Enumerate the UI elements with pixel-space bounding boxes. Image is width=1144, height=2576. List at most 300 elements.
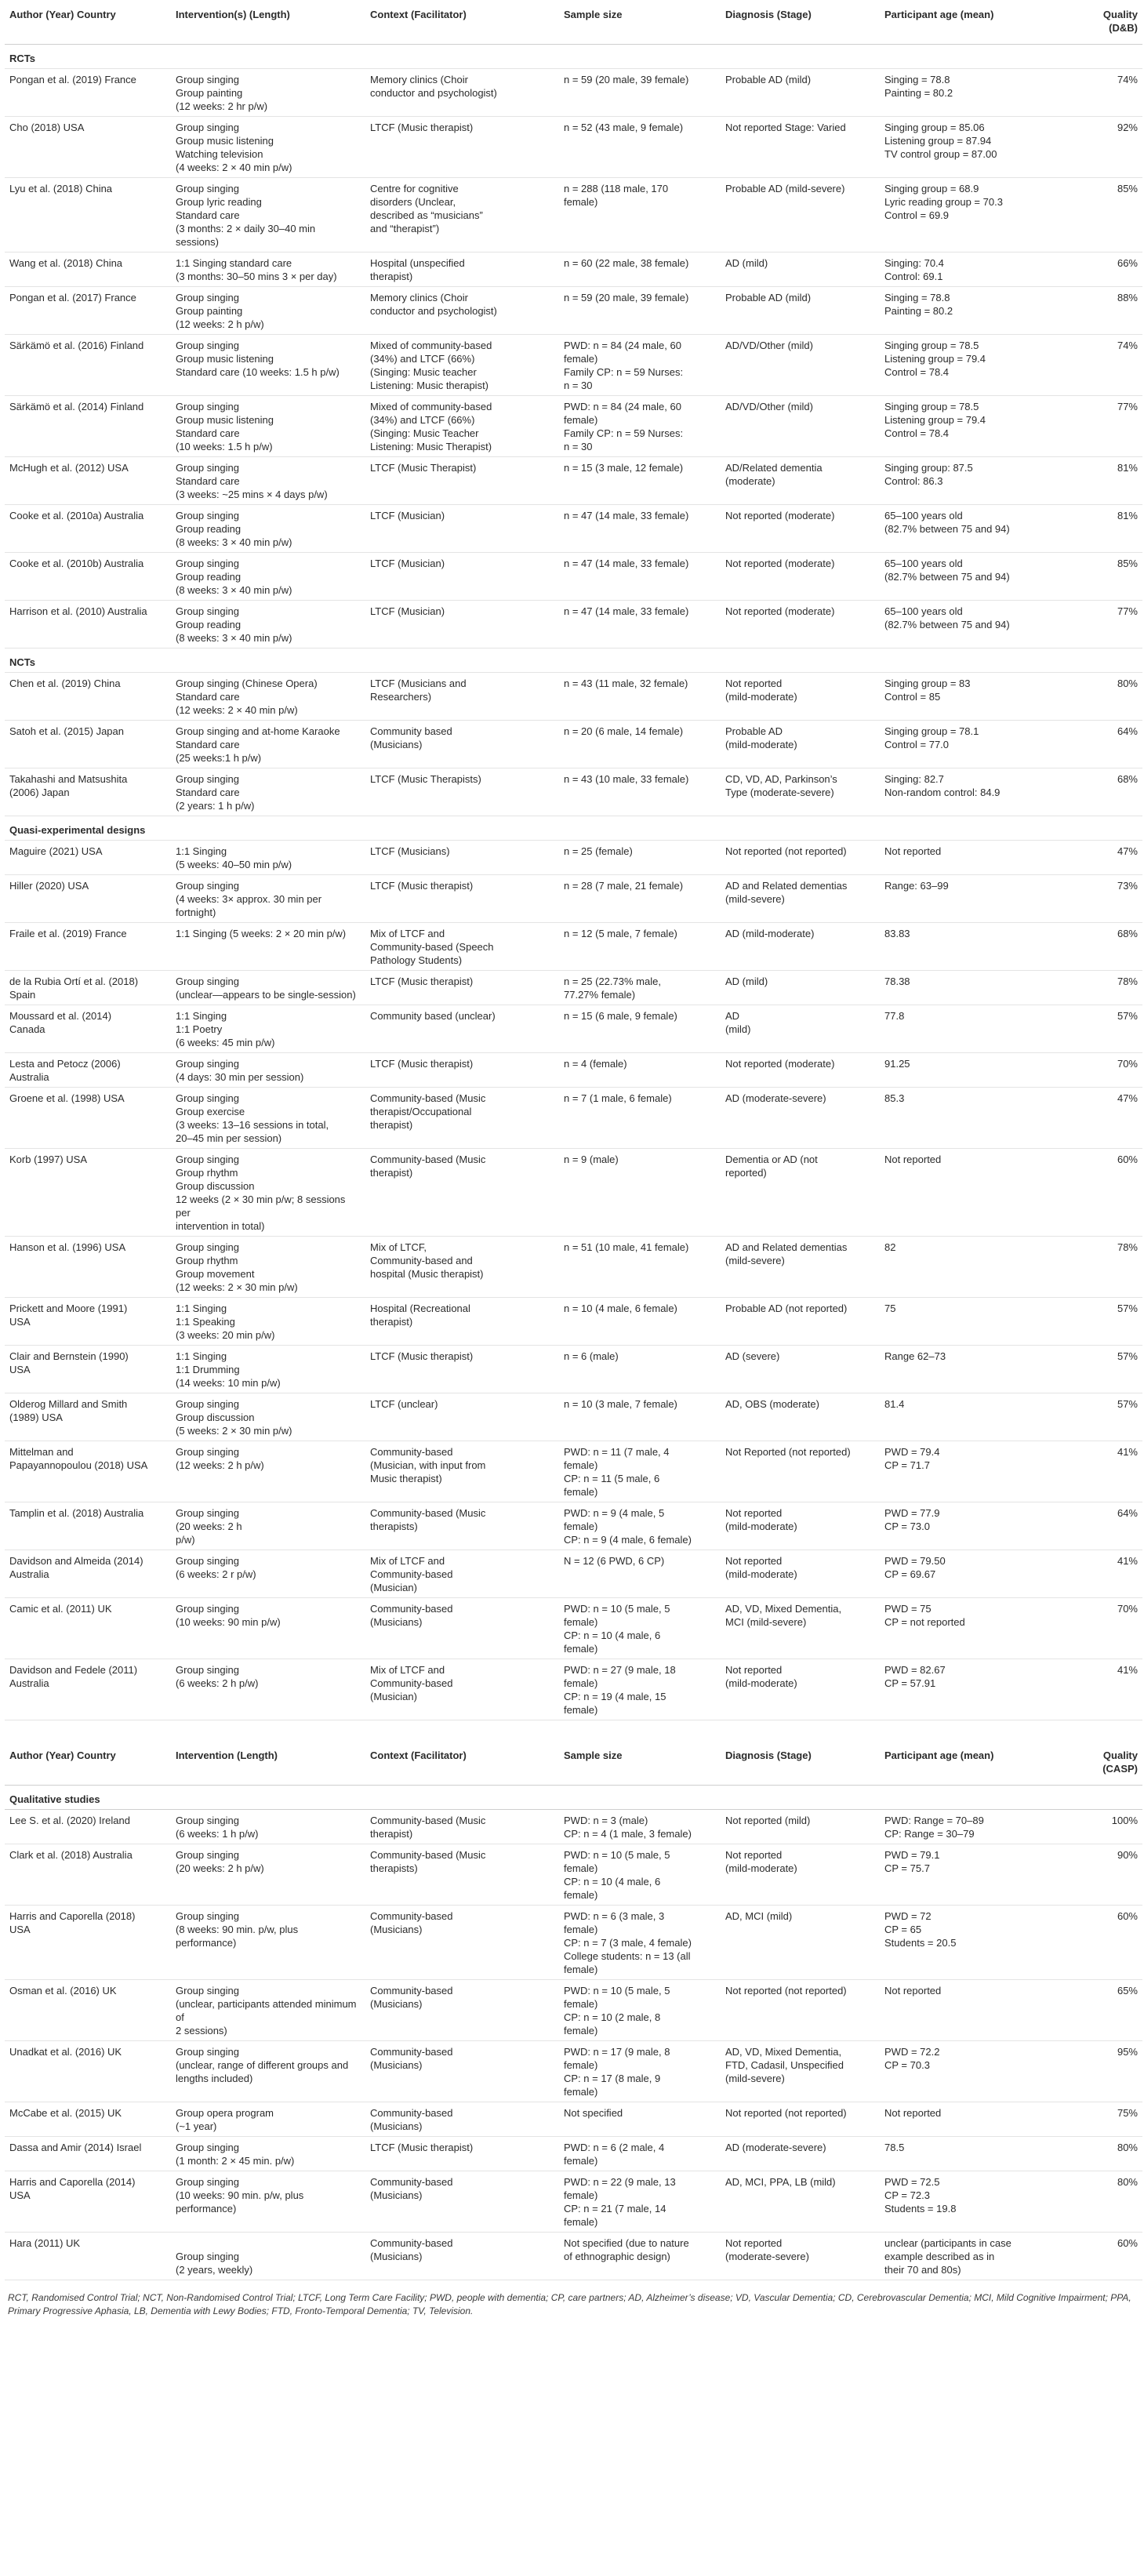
section-title: NCTs [5,649,1142,673]
table-cell: Groene et al. (1998) USA [5,1088,171,1149]
table-cell: Community-based (Musicians) [365,2102,559,2137]
table-cell: Group singing Group rhythm Group discussion 12 weeks (2 × 30 min p/w; 8 sessions per intervention in total) [171,1149,365,1237]
table-cell: Group opera program (~1 year) [171,2102,365,2137]
table-cell: Community based (unclear) [365,1005,559,1053]
table-cell: n = 20 (6 male, 14 female) [559,721,721,768]
table-cell: n = 9 (male) [559,1149,721,1237]
table-cell: Hanson et al. (1996) USA [5,1237,171,1298]
table-cell: Group singing Group reading (8 weeks: 3 × 40 min p/w) [171,553,365,601]
table-cell: Group singing (6 weeks: 2 r p/w) [171,1550,365,1598]
quantitative-studies-table [5,0,1142,1720]
table-cell: AD (mild) [721,253,880,287]
column-header: Participant age (mean) [880,1741,1091,1786]
table-cell: AD/VD/Other (mild) [721,396,880,457]
table-cell: 64% [1091,721,1142,768]
table-cell: Singing group: 87.5 Control: 86.3 [880,457,1091,505]
table-cell: 57% [1091,1298,1142,1346]
table-cell: n = 25 (22.73% male, 77.27% female) [559,971,721,1005]
table-cell: Chen et al. (2019) China [5,673,171,721]
table-cell: Singing group = 83 Control = 85 [880,673,1091,721]
table-cell: Not reported (mild-moderate) [721,1550,880,1598]
table-cell: de la Rubia Ortí et al. (2018) Spain [5,971,171,1005]
table-cell: Not reported (not reported) [721,2102,880,2137]
table-cell: Probable AD (mild) [721,69,880,117]
table-cell: 57% [1091,1346,1142,1393]
table-cell: Hiller (2020) USA [5,875,171,923]
table-cell: Mix of LTCF and Community-based (Musician) [365,1659,559,1720]
table-cell: 77.8 [880,1005,1091,1053]
table-row [5,2137,1142,2171]
table-cell: Mittelman and Papayannopoulou (2018) USA [5,1441,171,1502]
table-cell: LTCF (Musicians) [365,841,559,875]
table-cell: Community-based (Musician, with input from Music therapist) [365,1441,559,1502]
table-cell: Not reported [880,1149,1091,1237]
table-cell: LTCF (Musician) [365,505,559,553]
table-cell: Community-based (Music therapist) [365,1149,559,1237]
table-row [5,335,1142,396]
table-cell: PWD: Range = 70–89 CP: Range = 30–79 [880,1810,1091,1844]
table-cell: 41% [1091,1441,1142,1502]
table-cell: LTCF (Music therapist) [365,1346,559,1393]
table-cell: n = 25 (female) [559,841,721,875]
table-row [5,1810,1142,1844]
table-cell: Not reported [880,841,1091,875]
table-cell: Lyu et al. (2018) China [5,178,171,253]
table-row [5,69,1142,117]
table-cell: PWD = 79.1 CP = 75.7 [880,1844,1091,1906]
table-body [5,1810,1142,2280]
table-cell: n = 6 (male) [559,1346,721,1393]
table-cell: Cho (2018) USA [5,117,171,178]
column-header: Quality (D&B) [1091,0,1142,45]
table-cell: Singing group = 78.5 Listening group = 79.4 Control = 78.4 [880,335,1091,396]
table-cell: Group singing (6 weeks: 1 h p/w) [171,1810,365,1844]
table-cell: 47% [1091,841,1142,875]
table-cell: Not reported (moderate) [721,505,880,553]
table-cell: Harris and Caporella (2014) USA [5,2171,171,2233]
table-cell: Hospital (Recreational therapist) [365,1298,559,1346]
table-cell: Group singing (10 weeks: 90 min p/w) [171,1598,365,1659]
table-row [5,875,1142,923]
table-cell: 65% [1091,1980,1142,2041]
table-cell: n = 47 (14 male, 33 female) [559,505,721,553]
table-cell: 74% [1091,69,1142,117]
table-cell: Group singing Group exercise (3 weeks: 13–16 sessions in total, 20–45 min per session) [171,1088,365,1149]
table-cell: Group singing (12 weeks: 2 h p/w) [171,1441,365,1502]
table-row [5,287,1142,335]
table-cell: Mixed of community-based (34%) and LTCF (66%) (Singing: Music Teacher Listening: Music Therapist) [365,396,559,457]
table-cell: Group singing Group rhythm Group movement (12 weeks: 2 × 30 min p/w) [171,1237,365,1298]
table-cell: PWD: n = 10 (5 male, 5 female) CP: n = 10 (4 male, 6 female) [559,1844,721,1906]
table-cell: Not reported (mild-moderate) [721,1502,880,1550]
table-cell: CD, VD, AD, Parkinson’s Type (moderate-severe) [721,768,880,816]
table-cell: LTCF (Music therapist) [365,1053,559,1088]
table-cell: 90% [1091,1844,1142,1906]
table-cell: 68% [1091,923,1142,971]
table-row [5,1441,1142,1502]
table-cell: n = 52 (43 male, 9 female) [559,117,721,178]
table-row [5,971,1142,1005]
table-cell: Group singing (8 weeks: 90 min. p/w, plus performance) [171,1906,365,1980]
table-cell: 57% [1091,1393,1142,1441]
table-cell: Särkämö et al. (2014) Finland [5,396,171,457]
table-cell: N = 12 (6 PWD, 6 CP) [559,1550,721,1598]
table-cell: PWD: n = 27 (9 male, 18 female) CP: n = 19 (4 male, 15 female) [559,1659,721,1720]
table-cell: Not reported (mild-moderate) [721,673,880,721]
table-cell: 41% [1091,1550,1142,1598]
table-row [5,1088,1142,1149]
table-cell: Not reported (not reported) [721,841,880,875]
table-cell: Singing = 78.8 Painting = 80.2 [880,287,1091,335]
table-cell: Group singing Group music listening Standard care (10 weeks: 1.5 h p/w) [171,335,365,396]
table-cell: Group singing Group reading (8 weeks: 3 × 40 min p/w) [171,601,365,649]
table-cell: 78.38 [880,971,1091,1005]
table-cell: 81% [1091,505,1142,553]
table-cell: n = 51 (10 male, 41 female) [559,1237,721,1298]
table-cell: Not reported (not reported) [721,1980,880,2041]
table-cell: Community based (Musicians) [365,721,559,768]
table-cell: Maguire (2021) USA [5,841,171,875]
table-cell: 80% [1091,2137,1142,2171]
table-row [5,1906,1142,1980]
table-cell: n = 59 (20 male, 39 female) [559,287,721,335]
table-cell: LTCF (Music therapist) [365,875,559,923]
table-cell: Not reported (mild) [721,1810,880,1844]
table-cell: Not reported (mild-moderate) [721,1844,880,1906]
table-cell: Not reported Stage: Varied [721,117,880,178]
table-cell: Mix of LTCF and Community-based (Musician) [365,1550,559,1598]
table-cell: Satoh et al. (2015) Japan [5,721,171,768]
table-cell: 65–100 years old (82.7% between 75 and 94) [880,553,1091,601]
column-header: Diagnosis (Stage) [721,0,880,45]
table-row [5,553,1142,601]
table-cell: Group singing Group reading (8 weeks: 3 × 40 min p/w) [171,505,365,553]
table-cell: 60% [1091,1149,1142,1237]
table-cell: Pongan et al. (2019) France [5,69,171,117]
table-cell: Clair and Bernstein (1990) USA [5,1346,171,1393]
table-cell: 57% [1091,1005,1142,1053]
qualitative-studies-table [5,1741,1142,2280]
table-row [5,1005,1142,1053]
table-cell: LTCF (Music therapist) [365,117,559,178]
table-cell: Harris and Caporella (2018) USA [5,1906,171,1980]
table-cell: Group singing Group painting (12 weeks: 2 h p/w) [171,287,365,335]
table-cell: LTCF (Musician) [365,553,559,601]
table-cell: Olderog Millard and Smith (1989) USA [5,1393,171,1441]
table-cell: n = 4 (female) [559,1053,721,1088]
table-cell: Group singing (Chinese Opera) Standard care (12 weeks: 2 × 40 min p/w) [171,673,365,721]
table-row [5,1844,1142,1906]
table-cell: Centre for cognitive disorders (Unclear, described as “musicians” and “therapist”) [365,178,559,253]
table-cell: Group singing (20 weeks: 2 h p/w) [171,1844,365,1906]
table-cell: 88% [1091,287,1142,335]
table-row [5,1502,1142,1550]
table-cell: n = 7 (1 male, 6 female) [559,1088,721,1149]
table-row [5,2171,1142,2233]
table-cell: LTCF (Musicians and Researchers) [365,673,559,721]
table-cell: 1:1 Singing (5 weeks: 40–50 min p/w) [171,841,365,875]
table-row [5,923,1142,971]
table-row [5,673,1142,721]
table-cell: n = 10 (3 male, 7 female) [559,1393,721,1441]
table-cell: AD and Related dementias (mild-severe) [721,875,880,923]
column-header: Sample size [559,1741,721,1786]
table-cell: PWD = 75 CP = not reported [880,1598,1091,1659]
table-cell: PWD: n = 6 (2 male, 4 female) [559,2137,721,2171]
section-heading-row [5,1786,1142,1810]
table-cell: Group singing and at-home Karaoke Standard care (25 weeks:1 h p/w) [171,721,365,768]
table-cell: n = 12 (5 male, 7 female) [559,923,721,971]
table-cell: Group singing (4 days: 30 min per session) [171,1053,365,1088]
table-row [5,1149,1142,1237]
table-cell: 85% [1091,178,1142,253]
table-cell: Group singing Standard care (2 years: 1 h p/w) [171,768,365,816]
table-cell: Community-based (Musicians) [365,2233,559,2280]
table-cell: Community-based (Music therapists) [365,1502,559,1550]
column-header: Quality (CASP) [1091,1741,1142,1786]
table-cell: LTCF (Music Therapist) [365,457,559,505]
table-cell: Moussard et al. (2014) Canada [5,1005,171,1053]
column-header: Diagnosis (Stage) [721,1741,880,1786]
table-cell: Group singing (6 weeks: 2 h p/w) [171,1659,365,1720]
table-cell: PWD = 77.9 CP = 73.0 [880,1502,1091,1550]
table-row [5,841,1142,875]
table-row [5,1598,1142,1659]
table-cell: AD, VD, Mixed Dementia, MCI (mild-severe) [721,1598,880,1659]
table-header-row [5,0,1142,45]
table-cell: Särkämö et al. (2016) Finland [5,335,171,396]
table-row [5,601,1142,649]
table-cell: Group singing Group lyric reading Standard care (3 months: 2 × daily 30–40 min sessions) [171,178,365,253]
table-cell: PWD: n = 10 (5 male, 5 female) CP: n = 10 (4 male, 6 female) [559,1598,721,1659]
table-row [5,505,1142,553]
table-cell: n = 28 (7 male, 21 female) [559,875,721,923]
table-footnote: RCT, Randomised Control Trial; NCT, Non-Randomised Control Trial; LTCF, Long Term Care Facility; PWD, people with dementia; CP, care partners; AD, Alzheimer’s disease; VD, Vascular Dementia; CD, Cerebrovascular Dementia; MCI, Mild Cognitive Impairment; PPA, Primary Progressive Aphasia, LB, Dementia with Lewy Bodies; FTD, Fronto-Temporal Dementia; TV, Television. [8,2292,1131,2316]
section-heading-row [5,649,1142,673]
table-cell: 64% [1091,1502,1142,1550]
table-cell: Not reported (moderate) [721,601,880,649]
table-cell: PWD: n = 84 (24 male, 60 female) Family CP: n = 59 Nurses: n = 30 [559,396,721,457]
table-cell: 1:1 Singing 1:1 Speaking (3 weeks: 20 min p/w) [171,1298,365,1346]
table-cell: Cooke et al. (2010a) Australia [5,505,171,553]
table-cell: Dementia or AD (not reported) [721,1149,880,1237]
table-cell: Davidson and Almeida (2014) Australia [5,1550,171,1598]
table-cell: Hospital (unspecified therapist) [365,253,559,287]
table-cell: Group singing (4 weeks: 3× approx. 30 min per fortnight) [171,875,365,923]
table-cell: Takahashi and Matsushita (2006) Japan [5,768,171,816]
table-cell: Not reported [880,1980,1091,2041]
table-cell: 78.5 [880,2137,1091,2171]
table-cell: Harrison et al. (2010) Australia [5,601,171,649]
table-cell: LTCF (Music therapist) [365,2137,559,2171]
table-cell: PWD = 72.2 CP = 70.3 [880,2041,1091,2102]
table-cell: AD, MCI (mild) [721,1906,880,1980]
table-cell: 74% [1091,335,1142,396]
table-cell: Probable AD (mild-moderate) [721,721,880,768]
table-cell: 92% [1091,117,1142,178]
table-row [5,768,1142,816]
table-cell: Not Reported (not reported) [721,1441,880,1502]
table-cell: Prickett and Moore (1991) USA [5,1298,171,1346]
table-cell: Not reported (mild-moderate) [721,1659,880,1720]
table-cell: PWD = 72 CP = 65 Students = 20.5 [880,1906,1091,1980]
table-cell: Not reported (moderate) [721,553,880,601]
table-cell: LTCF (Music therapist) [365,971,559,1005]
table-cell: Group singing Group discussion (5 weeks: 2 × 30 min p/w) [171,1393,365,1441]
table-cell: 81.4 [880,1393,1091,1441]
table-cell: 1:1 Singing 1:1 Poetry (6 weeks: 45 min p/w) [171,1005,365,1053]
table-cell: Not reported [880,2102,1091,2137]
table-cell: Cooke et al. (2010b) Australia [5,553,171,601]
table-cell: Lesta and Petocz (2006) Australia [5,1053,171,1088]
table-cell: n = 47 (14 male, 33 female) [559,553,721,601]
table-cell: Singing group = 78.5 Listening group = 79.4 Control = 78.4 [880,396,1091,457]
table-cell: Fraile et al. (2019) France [5,923,171,971]
table-cell: PWD: n = 3 (male) CP: n = 4 (1 male, 3 female) [559,1810,721,1844]
table-cell: Mix of LTCF, Community-based and hospital (Music therapist) [365,1237,559,1298]
table-row [5,1053,1142,1088]
table-cell: Tamplin et al. (2018) Australia [5,1502,171,1550]
table-cell: AD, OBS (moderate) [721,1393,880,1441]
table-cell: AD, VD, Mixed Dementia, FTD, Cadasil, Unspecified (mild-severe) [721,2041,880,2102]
table-cell: 80% [1091,2171,1142,2233]
table-cell: AD, MCI, PPA, LB (mild) [721,2171,880,2233]
table-cell: 75 [880,1298,1091,1346]
section-heading-row [5,816,1142,841]
table-cell: LTCF (Musician) [365,601,559,649]
table-cell: Community-based (Music therapists) [365,1844,559,1906]
table-row [5,2102,1142,2137]
table-cell: 65–100 years old (82.7% between 75 and 94) [880,601,1091,649]
column-header: Author (Year) Country [5,0,171,45]
table-cell: AD (severe) [721,1346,880,1393]
table-cell: McHugh et al. (2012) USA [5,457,171,505]
table-cell: PWD = 79.4 CP = 71.7 [880,1441,1091,1502]
table-cell: 1:1 Singing (5 weeks: 2 × 20 min p/w) [171,923,365,971]
table-cell: Probable AD (mild-severe) [721,178,880,253]
table-cell: Community-based (Musicians) [365,2171,559,2233]
table-row [5,1393,1142,1441]
table-row [5,2041,1142,2102]
table-cell: 91.25 [880,1053,1091,1088]
table-cell: 41% [1091,1659,1142,1720]
table-cell: Wang et al. (2018) China [5,253,171,287]
table-cell: Community-based (Musicians) [365,2041,559,2102]
table-cell: Community-based (Musicians) [365,1980,559,2041]
column-header: Intervention(s) (Length) [171,0,365,45]
table-cell: Memory clinics (Choir conductor and psychologist) [365,287,559,335]
table-cell: Singing group = 85.06 Listening group = 87.94 TV control group = 87.00 [880,117,1091,178]
table-cell: PWD: n = 17 (9 male, 8 female) CP: n = 17 (8 male, 9 female) [559,2041,721,2102]
table-cell: Singing: 82.7 Non-random control: 84.9 [880,768,1091,816]
table-cell: n = 10 (4 male, 6 female) [559,1298,721,1346]
table-cell: Mix of LTCF and Community-based (Speech Pathology Students) [365,923,559,971]
table-cell: n = 60 (22 male, 38 female) [559,253,721,287]
table-cell: 95% [1091,2041,1142,2102]
table-cell: 47% [1091,1088,1142,1149]
table-cell: PWD: n = 10 (5 male, 5 female) CP: n = 10 (2 male, 8 female) [559,1980,721,2041]
table-cell: Camic et al. (2011) UK [5,1598,171,1659]
column-header: Sample size [559,0,721,45]
table-cell: 85% [1091,553,1142,601]
table-cell: AD (moderate-severe) [721,2137,880,2171]
table-row [5,1659,1142,1720]
table-cell: Community-based (Music therapist/Occupational therapist) [365,1088,559,1149]
table-cell: AD/VD/Other (mild) [721,335,880,396]
table-cell: Pongan et al. (2017) France [5,287,171,335]
table-cell: n = 59 (20 male, 39 female) [559,69,721,117]
table-cell: n = 288 (118 male, 170 female) [559,178,721,253]
table-cell: Range: 63–99 [880,875,1091,923]
table-cell: Group singing Group music listening Watching television (4 weeks: 2 × 40 min p/w) [171,117,365,178]
table-cell: LTCF (unclear) [365,1393,559,1441]
section-title: Quasi-experimental designs [5,816,1142,841]
table-cell: Group singing (unclear, range of different groups and lengths included) [171,2041,365,2102]
table-cell: Community-based (Musicians) [365,1906,559,1980]
table-cell: Dassa and Amir (2014) Israel [5,2137,171,2171]
table-cell: 77% [1091,601,1142,649]
table-cell: Singing: 70.4 Control: 69.1 [880,253,1091,287]
table-cell: PWD: n = 9 (4 male, 5 female) CP: n = 9 (4 male, 6 female) [559,1502,721,1550]
table-cell: PWD = 79.50 CP = 69.67 [880,1550,1091,1598]
column-header: Context (Facilitator) [365,1741,559,1786]
table-row [5,396,1142,457]
table-cell: 78% [1091,971,1142,1005]
table-cell: 1:1 Singing standard care (3 months: 30–50 mins 3 × per day) [171,253,365,287]
column-header: Participant age (mean) [880,0,1091,45]
table-cell: Group singing (20 weeks: 2 h p/w) [171,1502,365,1550]
table-row [5,117,1142,178]
table-cell: PWD: n = 22 (9 male, 13 female) CP: n = 21 (7 male, 14 female) [559,2171,721,2233]
table-cell: Mixed of community-based (34%) and LTCF (66%) (Singing: Music teacher Listening: Music therapist) [365,335,559,396]
table-cell: unclear (participants in case example described as in their 70 and 80s) [880,2233,1091,2280]
table-cell: Group singing (2 years, weekly) [171,2233,365,2280]
table-cell: Group singing (1 month: 2 × 45 min. p/w) [171,2137,365,2171]
table-cell: AD/Related dementia (moderate) [721,457,880,505]
table-cell: 60% [1091,2233,1142,2280]
table-cell: Group singing (10 weeks: 90 min. p/w, plus performance) [171,2171,365,2233]
table-cell: PWD: n = 84 (24 male, 60 female) Family CP: n = 59 Nurses: n = 30 [559,335,721,396]
column-header: Context (Facilitator) [365,0,559,45]
table-cell: 68% [1091,768,1142,816]
table-row [5,1237,1142,1298]
table-cell: PWD = 72.5 CP = 72.3 Students = 19.8 [880,2171,1091,2233]
table-header-row [5,1741,1142,1786]
column-header: Intervention (Length) [171,1741,365,1786]
table-cell: Korb (1997) USA [5,1149,171,1237]
table-cell: LTCF (Music Therapists) [365,768,559,816]
table-cell: Singing = 78.8 Painting = 80.2 [880,69,1091,117]
table-cell: Not reported (moderate) [721,1053,880,1088]
table-cell: Not specified (due to nature of ethnographic design) [559,2233,721,2280]
table-cell: AD and Related dementias (mild-severe) [721,1237,880,1298]
table-cell: 80% [1091,673,1142,721]
table-cell: Group singing Group music listening Standard care (10 weeks: 1.5 h p/w) [171,396,365,457]
table-cell: Group singing Group painting (12 weeks: 2 hr p/w) [171,69,365,117]
table-cell: n = 47 (14 male, 33 female) [559,601,721,649]
table-cell: Community-based (Musicians) [365,1598,559,1659]
table-cell: PWD = 82.67 CP = 57.91 [880,1659,1091,1720]
table-row [5,1550,1142,1598]
table-cell: Memory clinics (Choir conductor and psychologist) [365,69,559,117]
table-body [5,45,1142,1720]
table-cell: McCabe et al. (2015) UK [5,2102,171,2137]
table-cell: 1:1 Singing 1:1 Drumming (14 weeks: 10 min p/w) [171,1346,365,1393]
table-cell: AD (mild-moderate) [721,923,880,971]
table-cell: Group singing Standard care (3 weeks: ~25 mins × 4 days p/w) [171,457,365,505]
table-cell: 81% [1091,457,1142,505]
table-cell: n = 15 (3 male, 12 female) [559,457,721,505]
